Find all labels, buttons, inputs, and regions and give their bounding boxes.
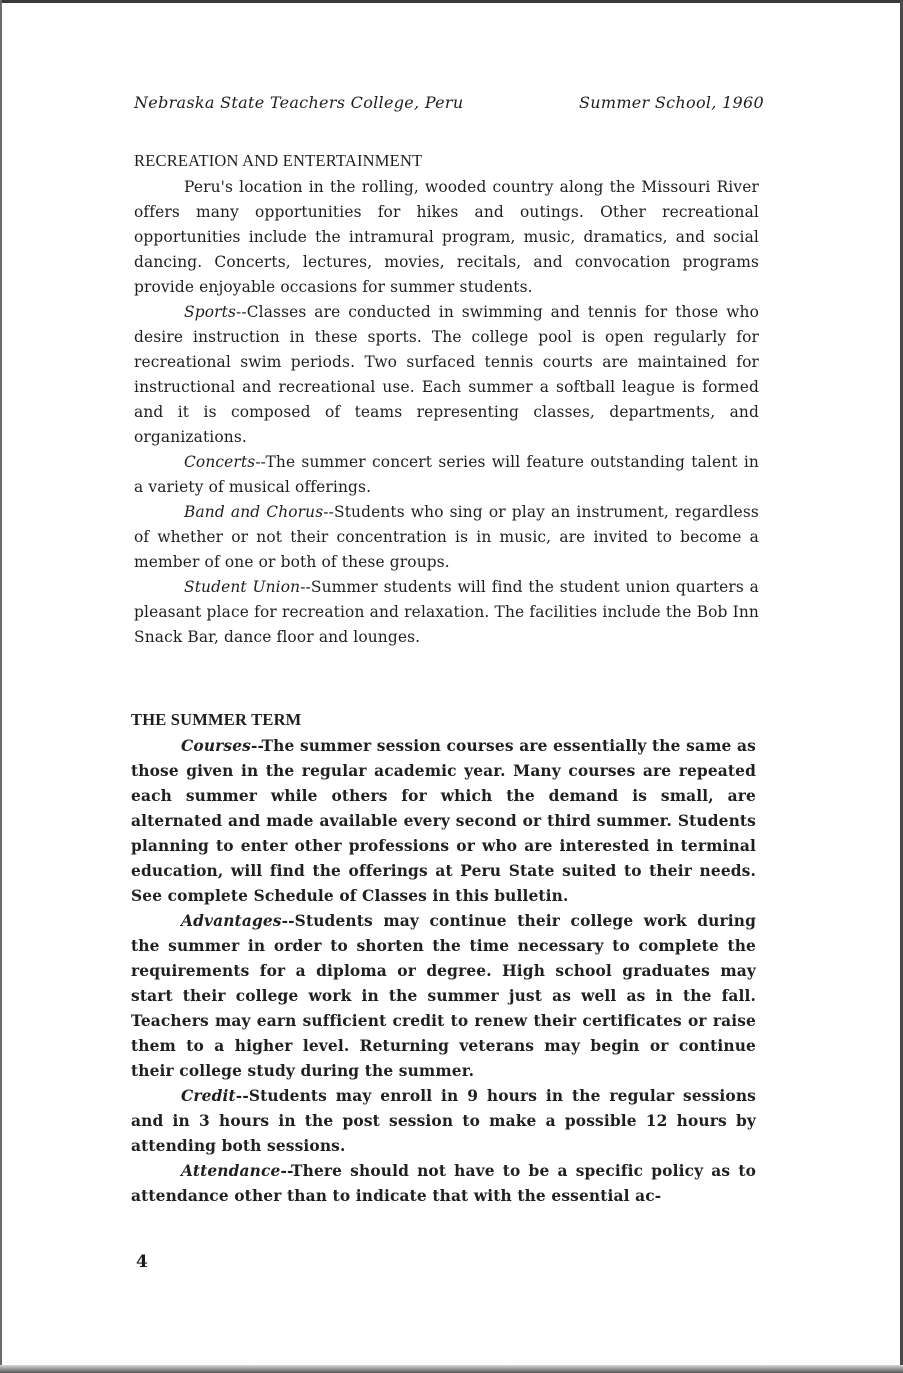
paragraph-text: --Students may enroll in 9 hours in the regular sessions and in 3 hours in the post session to make a possible 12 hours by attending both sessions. [131,1087,756,1155]
section-body-recreation [134,175,759,650]
paragraph-text: --The summer session courses are essentially the same as those given in the regular academic year. Many courses are repeated each summer while others for which the demand is small, are alternated and made available every second or third summer. Students planning to enter other professions or who are interested in terminal education, will find the offerings at Peru State suited to their needs. See complete Schedule of Classes in this bulletin. [131,737,756,905]
paragraph [131,1084,756,1159]
paragraph [134,300,759,450]
paragraph [134,175,759,300]
page-number: 4 [136,1252,148,1272]
paragraph [134,575,759,650]
paragraph-text: --There should not have to be a specific policy as to attendance other than to indicate that with the essential ac- [131,1162,756,1205]
paragraph-lead: Credit [181,1087,236,1105]
page-edge-bottom [0,1365,903,1373]
paragraph [131,734,756,909]
paragraph-lead: Advantages [181,912,282,930]
header-institution: Nebraska State Teachers College, Peru [134,93,464,112]
paragraph [134,500,759,575]
header-session: Summer School, 1960 [578,93,764,112]
section-body-summer-term [131,734,756,1209]
page-edge-left [0,0,2,1373]
paragraph-lead: Band and Chorus [184,503,324,521]
paragraph-text: --The summer concert series will feature outstanding talent in a variety of musical offerings. [134,453,759,496]
section-title-summer-term: THE SUMMER TERM [131,710,302,729]
paragraph-text: --Students may continue their college work during the summer in order to shorten the time necessary to complete the requirements for a diploma or degree. High school graduates may start their college work in the summer just as well as in the fall. Teachers may earn sufficient credit to renew their certificates or raise them to a higher level. Returning veterans may begin or continue their college study during the summer. [131,912,756,1080]
paragraph-lead: Sports [184,303,237,321]
paragraph-lead: Attendance [181,1162,281,1180]
paragraph [131,1159,756,1209]
paragraph-lead: Student Union [184,578,301,596]
paragraph-lead: Courses [181,737,251,755]
running-header [134,93,764,112]
paragraph-text: --Classes are conducted in swimming and tennis for those who desire instruction in these sports. The college pool is open regularly for recreational swim periods. Two surfaced tennis courts are maintained for instructional and recreational use. Each summer a softball league is formed and it is composed of teams representing classes, departments, and organizations. [134,303,759,446]
paragraph-text: Peru's location in the rolling, wooded country along the Missouri River offers many opportunities for hikes and outings. Other recreational opportunities include the intramural program, music, dramatics, and social dancing. Concerts, lectures, movies, recitals, and convocation programs provide enjoyable occasions for summer students. [134,178,759,296]
paragraph-text: --Summer students will find the student union quarters a pleasant place for recreation and relaxation. The facilities include the Bob Inn Snack Bar, dance floor and lounges. [134,578,759,646]
section-title-recreation: RECREATION AND ENTERTAINMENT [134,151,423,170]
page-edge-top [0,0,903,3]
paragraph-text: --Students who sing or play an instrument, regardless of whether or not their concentration is in music, are invited to become a member of one or both of these groups. [134,503,759,571]
paragraph [131,909,756,1084]
paragraph-lead: Concerts [184,453,256,471]
paragraph [134,450,759,500]
